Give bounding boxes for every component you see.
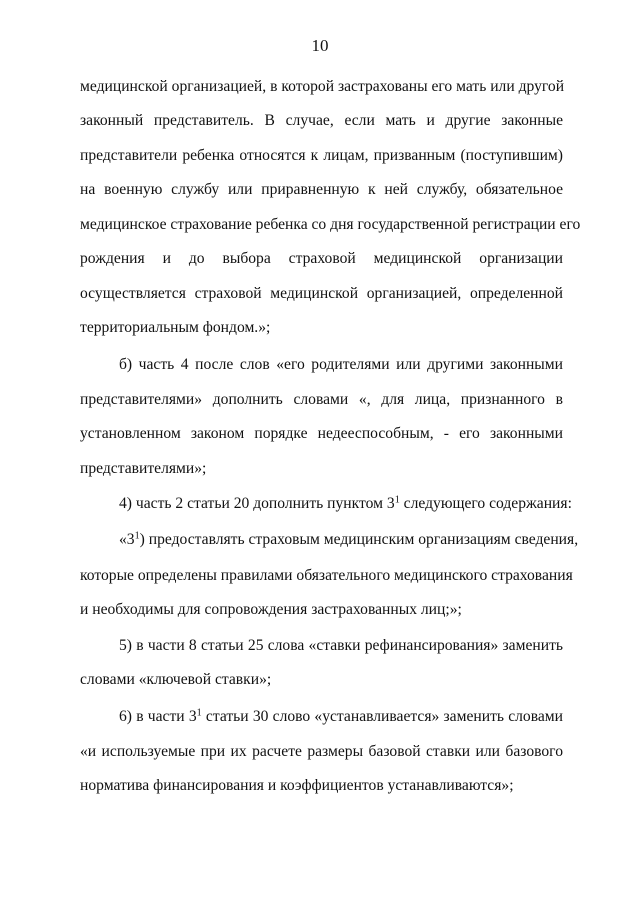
text-line: «$3^1$) предоставлять страховым медицинским организациям сведения, xyxy=(119,530,579,548)
superscript: 1 xyxy=(134,530,140,542)
text-line: и необходимы для сопровождения застрахованных лиц;»; xyxy=(80,601,462,618)
text-line: норматива финансирования и коэффициентов устанавливаются»; xyxy=(80,777,514,794)
page-number: 10 xyxy=(311,36,329,55)
text-line: осуществляется страховой медицинской организацией, определенной xyxy=(80,285,563,302)
text-line: словами «ключевой ставки»; xyxy=(80,671,272,688)
text-line: представителями»; xyxy=(80,460,207,477)
text-line: 6) в части $3^1$ статьи 30 слово «устанавливается» заменить словами xyxy=(119,707,563,725)
text-line: «и используемые при их расчете размеры базовой ставки или базового xyxy=(80,743,563,760)
text-line: на военную службу или приравненную к ней службу, обязательное xyxy=(80,181,563,198)
text-line: рождения и до выбора страховой медицинской организации xyxy=(80,250,563,267)
text-line: 4) часть 2 статьи 20 дополнить пунктом $3^1$ следующего содержания: xyxy=(119,494,572,512)
text-line: представители ребенка относятся к лицам, призванным (поступившим) xyxy=(80,147,563,164)
text-line: медицинское страхование ребенка со дня государственной регистрации его xyxy=(80,216,581,233)
text-line: территориальным фондом.»; xyxy=(80,319,271,336)
text-line: законный представитель. В случае, если мать и другие законные xyxy=(80,112,563,129)
superscript: 1 xyxy=(196,707,202,719)
superscript: 1 xyxy=(394,494,400,506)
text-line: установленном законом порядке недееспособным, - его законными xyxy=(80,425,563,442)
text-line: которые определены правилами обязательного медицинского страхования xyxy=(80,567,573,584)
text-line: медицинской организацией, в которой застрахованы его мать или другой xyxy=(80,78,565,95)
text-line: 5) в части 8 статьи 25 слова «ставки рефинансирования» заменить xyxy=(119,637,563,654)
text-line: б) часть 4 после слов «его родителями или другими законными xyxy=(119,356,563,373)
text-line: представителями» дополнить словами «, для лица, признанного в xyxy=(80,391,563,408)
